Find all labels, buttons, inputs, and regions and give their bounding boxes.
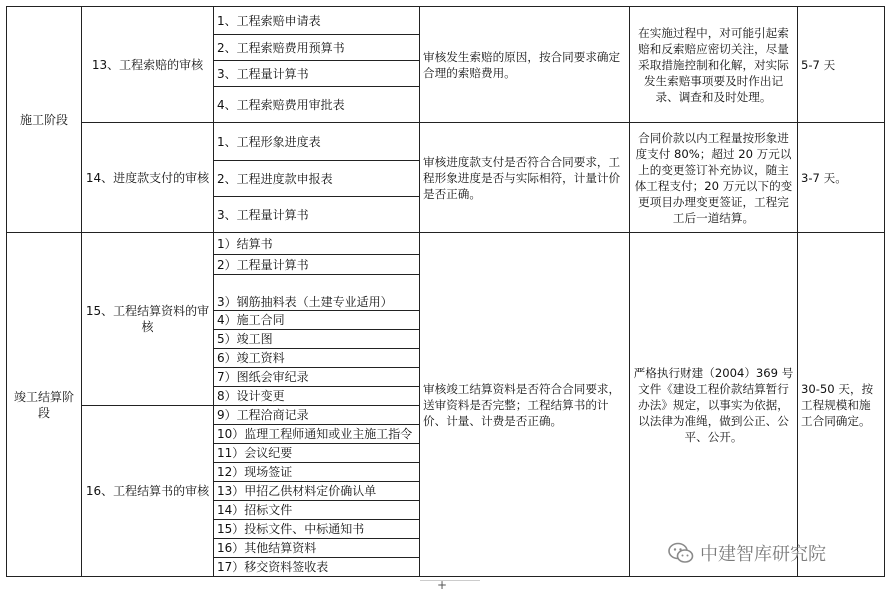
doc-item: 11）会议纪要 [214,444,420,463]
item-14-basis: 合同价款以内工程量按形象进度支付 80%；超过 20 万元以上的变更签订补充协议，随主体工程支付；20 万元以下的变更项目办理变更签证，工程完工后一道结算。 [630,123,798,233]
doc-item: 4、工程索赔费用审批表 [214,87,420,123]
item-15-label: 15、工程结算资料的审核 [82,233,214,406]
item-15-audit: 审核竣工结算资料是否符合合同要求，送审资料是否完整；工程结算书的计价、计量、计费是否正确。 [420,233,630,577]
item-14-days: 3-7 天。 [798,123,885,233]
doc-item: 8）设计变更 [214,387,420,406]
item-14-label: 14、进度款支付的审核 [82,123,214,233]
doc-item: 12）现场签证 [214,463,420,482]
doc-item: 3）钢筋抽料表（土建专业适用） [214,275,420,311]
item-14-audit: 审核进度款支付是否符合合同要求，工程形象进度是否与实际相符，计量计价是否正确。 [420,123,630,233]
watermark-text: 中建智库研究院 [700,544,826,565]
item-16-label: 16、工程结算书的审核 [82,406,214,577]
wechat-icon [668,542,694,564]
item-15-basis: 严格执行财建（2004）369 号文件《建设工程价款结算暂行办法》规定，以事实为依据，以法律为准绳，做到公正、公平、公开。 [630,233,798,577]
doc-item: 1）结算书 [214,233,420,255]
doc-item: 10）监理工程师通知或业主施工指令 [214,425,420,444]
doc-item: 1、工程索赔申请表 [214,7,420,35]
doc-item: 17）移交资料签收表 [214,558,420,577]
doc-item: 15）投标文件、中标通知书 [214,520,420,539]
bottom-divider [420,580,480,592]
doc-item: 7）图纸会审纪录 [214,368,420,387]
item-13-audit: 审核发生索赔的原因，按合同要求确定合理的索赔费用。 [420,7,630,123]
doc-item: 13）甲招乙供材料定价确认单 [214,482,420,501]
item-15-days: 30-50 天，按工程规模和施工合同确定。 [798,233,885,577]
doc-item: 16）其他结算资料 [214,539,420,558]
plus-icon: + [437,578,448,592]
doc-item: 3、工程量计算书 [214,197,420,233]
item-13-basis: 在实施过程中，对可能引起索赔和反索赔应密切关注，尽量采取措施控制和化解，对实际发生索赔事项要及时作出记录、调查和及时处理。 [630,7,798,123]
doc-item: 1、工程形象进度表 [214,123,420,161]
doc-item: 2）工程量计算书 [214,255,420,275]
audit-table [6,6,885,577]
doc-item: 2、工程索赔费用预算书 [214,35,420,61]
doc-item: 4）施工合同 [214,311,420,330]
doc-item: 9）工程洽商记录 [214,406,420,425]
doc-item: 5）竣工图 [214,330,420,349]
doc-item: 14）招标文件 [214,501,420,520]
item-13-label: 13、工程索赔的审核 [82,7,214,123]
doc-item: 3、工程量计算书 [214,61,420,87]
item-13-days: 5-7 天 [798,7,885,123]
stage-construction: 施工阶段 [7,7,82,233]
stage-completion: 竣工结算阶段 [7,233,82,577]
doc-item: 2、工程进度款申报表 [214,161,420,197]
watermark [668,540,826,566]
doc-item: 6）竣工资料 [214,349,420,368]
